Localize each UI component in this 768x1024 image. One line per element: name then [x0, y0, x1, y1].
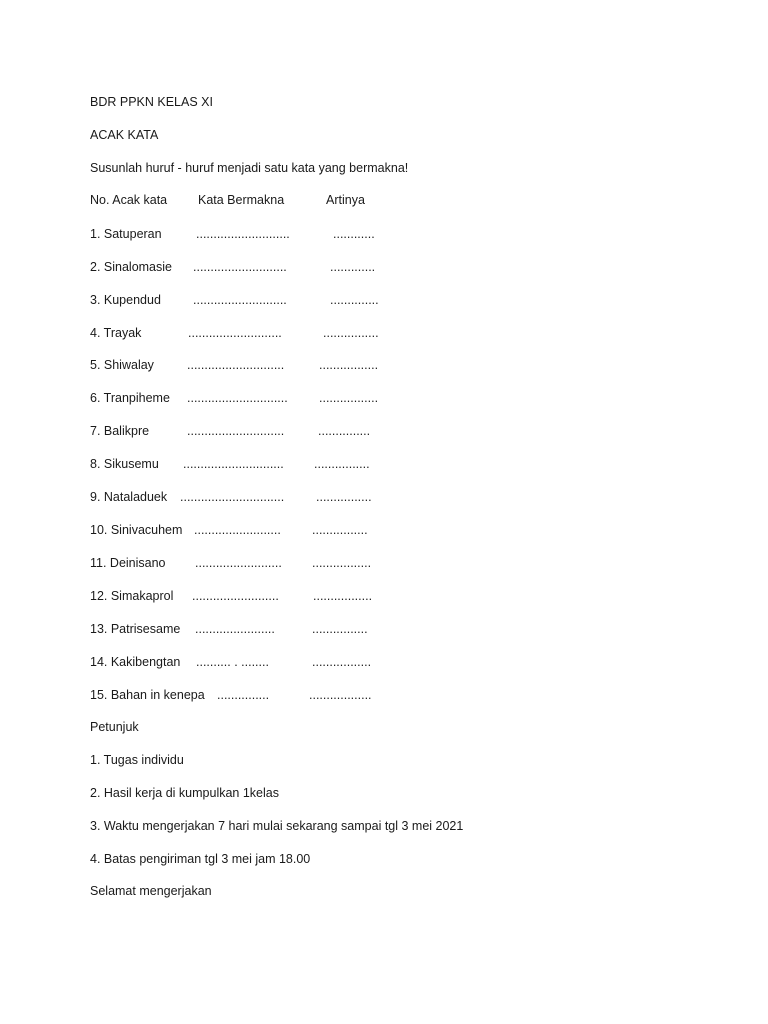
- scrambled-word: 8. Sikusemu: [90, 457, 159, 471]
- scrambled-word: 7. Balikpre: [90, 424, 150, 438]
- meaning-blank: ..................: [309, 688, 372, 702]
- answer-blank: .............................: [187, 391, 288, 405]
- list-item: 2. Hasil kerja di kumpulkan 1kelas: [90, 786, 279, 800]
- answer-blank: ...........................: [193, 260, 287, 274]
- meaning-blank: ................: [316, 490, 372, 504]
- meaning-blank: ................: [312, 523, 368, 537]
- meaning-blank: ............: [333, 227, 375, 241]
- answer-blank: .........................: [194, 523, 281, 537]
- scrambled-word: 1. Satuperan: [90, 227, 162, 241]
- header-acak-kata: No. Acak kata: [90, 193, 168, 207]
- scrambled-word: 15. Bahan in kenepa: [90, 688, 205, 702]
- meaning-blank: .............: [330, 260, 376, 274]
- meaning-blank: ..............: [330, 293, 379, 307]
- petunjuk-title: Petunjuk: [90, 720, 139, 734]
- meaning-blank: .................: [319, 391, 379, 405]
- scrambled-word: 11. Deinisano: [90, 556, 166, 570]
- answer-blank: ...........................: [188, 326, 282, 340]
- meaning-blank: ...............: [318, 424, 371, 438]
- closing-text: Selamat mengerjakan: [90, 884, 212, 898]
- scrambled-word: 6. Tranpiheme: [90, 391, 170, 405]
- meaning-blank: ................: [312, 622, 368, 636]
- scrambled-word: 12. Simakaprol: [90, 589, 174, 603]
- scrambled-word: 10. Sinivacuhem: [90, 523, 183, 537]
- scrambled-word: 5. Shiwalay: [90, 358, 154, 372]
- answer-blank: .......... . ........: [196, 655, 269, 669]
- answer-blank: ............................: [187, 424, 285, 438]
- header-kata-bermakna: Kata Bermakna: [198, 193, 285, 207]
- meaning-blank: ................: [323, 326, 379, 340]
- scrambled-word: 9. Nataladuek: [90, 490, 168, 504]
- scrambled-word: 3. Kupendud: [90, 293, 161, 307]
- answer-blank: .............................: [183, 457, 284, 471]
- answer-blank: ...............: [217, 688, 270, 702]
- answer-blank: ...........................: [196, 227, 290, 241]
- list-item: 4. Batas pengiriman tgl 3 mei jam 18.00: [90, 852, 311, 866]
- scrambled-word: 4. Trayak: [90, 326, 142, 340]
- answer-blank: ...........................: [193, 293, 287, 307]
- scrambled-word: 14. Kakibengtan: [90, 655, 181, 669]
- answer-blank: .........................: [195, 556, 282, 570]
- answer-blank: .........................: [192, 589, 279, 603]
- answer-blank: ............................: [187, 358, 285, 372]
- answer-blank: .......................: [195, 622, 275, 636]
- meaning-blank: .................: [313, 589, 373, 603]
- header-artinya: Artinya: [326, 193, 365, 207]
- answer-blank: ..............................: [180, 490, 285, 504]
- scrambled-word: 2. Sinalomasie: [90, 260, 172, 274]
- section-title: ACAK KATA: [90, 128, 159, 142]
- meaning-blank: ................: [314, 457, 370, 471]
- scrambled-word: 13. Patrisesame: [90, 622, 181, 636]
- document-title: BDR PPKN KELAS XI: [90, 95, 213, 109]
- meaning-blank: .................: [312, 556, 372, 570]
- instruction-text: Susunlah huruf - huruf menjadi satu kata yang bermakna!: [90, 161, 409, 175]
- list-item: 1. Tugas individu: [90, 753, 184, 767]
- meaning-blank: .................: [312, 655, 372, 669]
- list-item: 3. Waktu mengerjakan 7 hari mulai sekarang sampai tgl 3 mei 2021: [90, 819, 464, 833]
- meaning-blank: .................: [319, 358, 379, 372]
